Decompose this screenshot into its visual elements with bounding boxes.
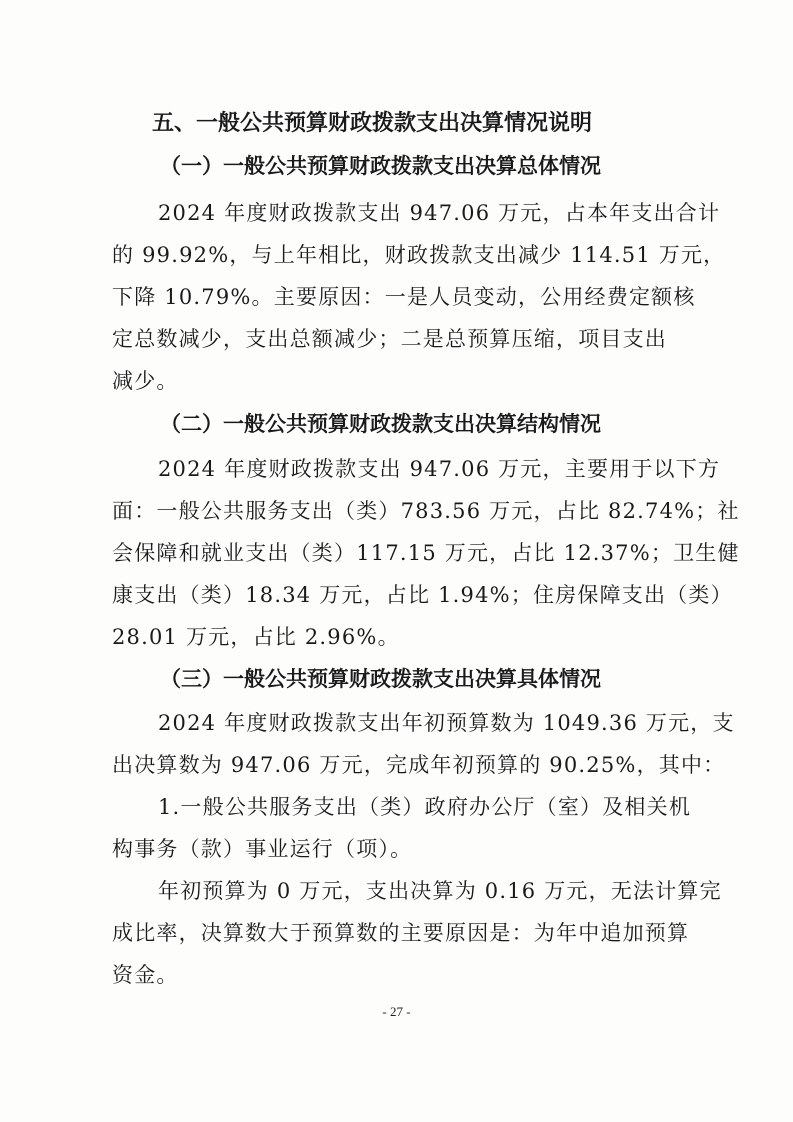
part1-line-3: 下降 10.79%。主要原因：一是人员变动，公用经费定额核 [112, 285, 696, 309]
part3-line-4: 构事务（款）事业运行（项）。 [112, 837, 413, 861]
section-title: 五、一般公共预算财政拨款支出决算情况说明 [152, 111, 593, 136]
part2-line-5: 28.01 万元，占比 2.96%。 [112, 625, 400, 649]
part3-line-6: 成比率，决算数大于预算数的主要原因是：为年中追加预算 [112, 921, 690, 945]
part2-heading: （二）一般公共预算财政拨款支出决算结构情况 [160, 412, 601, 436]
part3-line-5: 年初预算为 0 万元，支出决算为 0.16 万元，无法计算完 [158, 879, 722, 903]
part2-line-4: 康支出（类）18.34 万元，占比 1.94%；住房保障支出（类） [112, 583, 733, 607]
part1-line-1: 2024 年度财政拨款支出 947.06 万元，占本年支出合计 [158, 201, 721, 225]
part2-line-1: 2024 年度财政拨款支出 947.06 万元，主要用于以下方 [158, 457, 721, 481]
part3-line-1: 2024 年度财政拨款支出年初预算数为 1049.36 万元，支 [158, 711, 735, 735]
part3-heading: （三）一般公共预算财政拨款支出决算具体情况 [160, 667, 601, 691]
part1-line-5: 减少。 [112, 369, 179, 393]
page-number: - 27 - [382, 1004, 411, 1019]
part3-line-3: 1.一般公共服务支出（类）政府办公厅（室）及相关机 [158, 795, 692, 819]
part1-line-4: 定总数减少，支出总额减少；二是总预算压缩，项目支出 [112, 327, 667, 351]
part3-line-2: 出决算数为 947.06 万元，完成年初预算的 90.25%，其中： [112, 753, 726, 777]
part2-line-3: 会保障和就业支出（类）117.15 万元，占比 12.37%；卫生健 [112, 541, 740, 565]
part2-line-2: 面：一般公共服务支出（类）783.56 万元，占比 82.74%；社 [112, 499, 740, 523]
part3-line-7: 资金。 [112, 963, 179, 987]
part1-line-2: 的 99.92%，与上年相比，财政拨款支出减少 114.51 万元， [112, 243, 726, 267]
part1-heading: （一）一般公共预算财政拨款支出决算总体情况 [160, 154, 601, 178]
